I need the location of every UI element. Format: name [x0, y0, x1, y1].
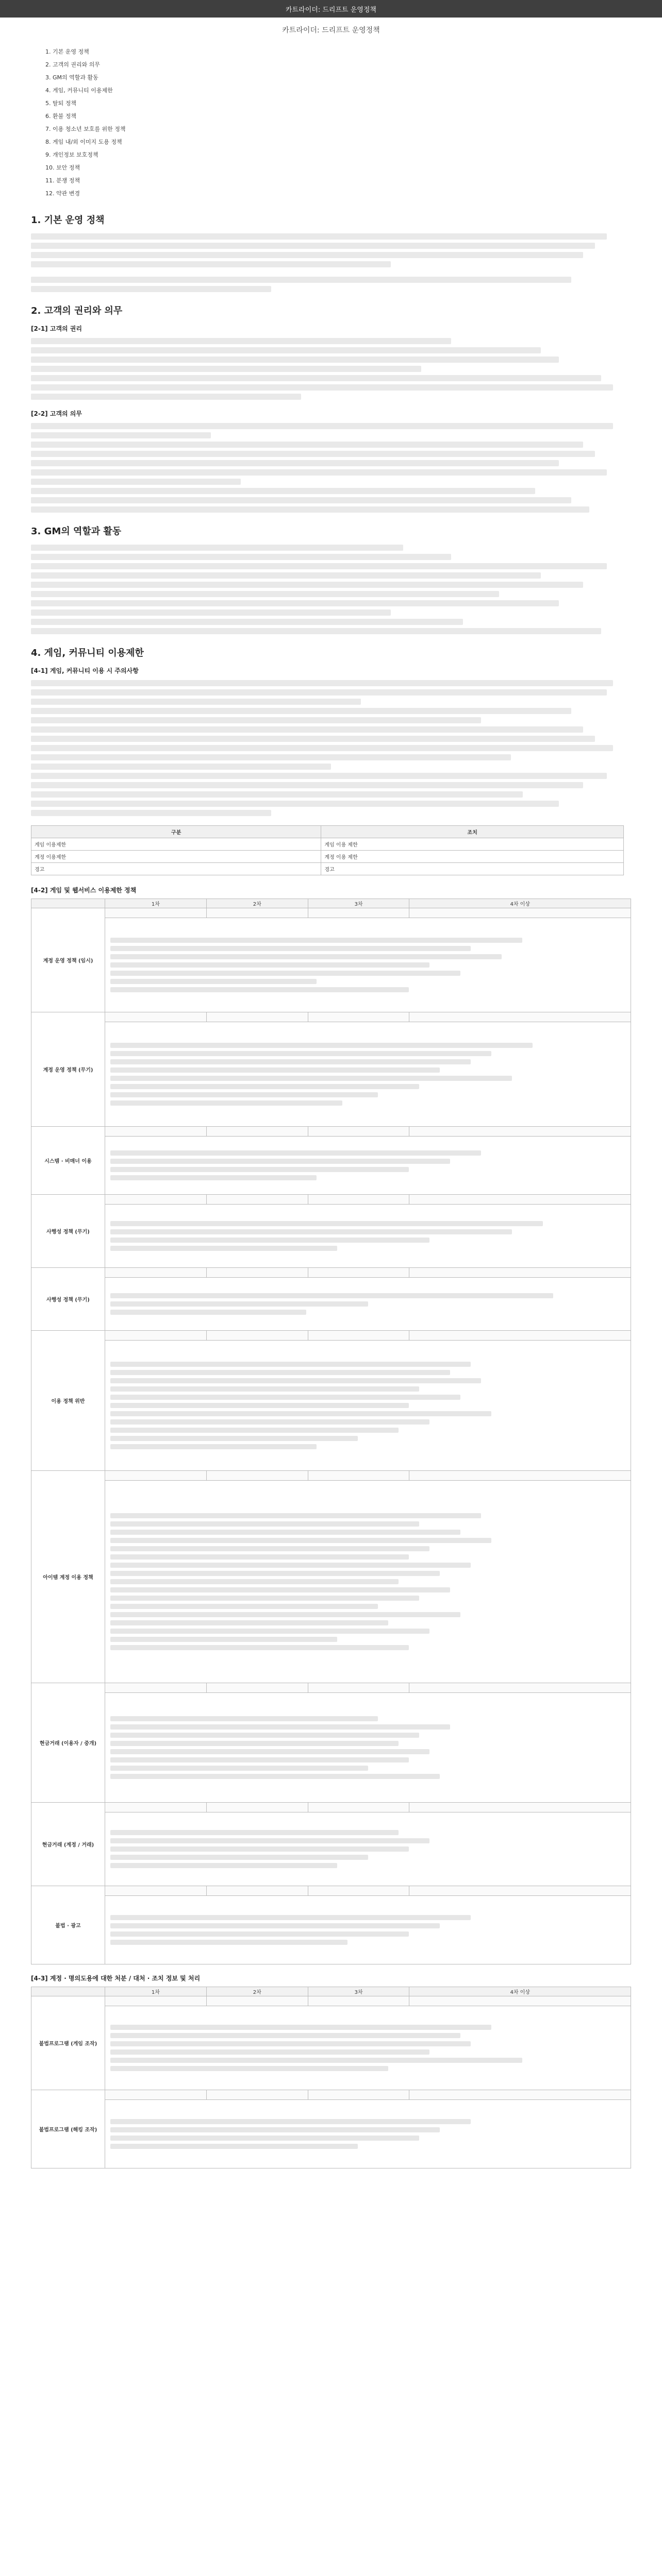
- table-cell: 계정 이용 제한: [321, 851, 624, 863]
- section-heading: 2. 고객의 권리와 의무: [31, 306, 123, 316]
- penalty-table: [31, 899, 631, 1964]
- table-header: 2차: [206, 899, 308, 908]
- table-cell: 경고: [31, 863, 321, 875]
- restriction-summary-table: [31, 825, 624, 875]
- penalty-cell: [105, 908, 207, 918]
- table-header: 4차 이상: [409, 1987, 631, 1996]
- table-header: [31, 1987, 105, 1996]
- toc-item[interactable]: 11. 분쟁 정책: [45, 177, 80, 184]
- penalty-row-label: 현금거래 (이용자 / 중개): [31, 1683, 105, 1803]
- penalty-cell: [308, 908, 409, 918]
- section-heading: 4. 게임, 커뮤니티 이용제한: [31, 648, 144, 658]
- penalty-cell: [409, 2090, 631, 2100]
- penalty-cell: [105, 1127, 207, 1137]
- section-body: [31, 338, 631, 400]
- penalty-cell: [308, 1996, 409, 2006]
- penalty-cell: [105, 1886, 207, 1896]
- penalty-row-label: 사행성 정책 (무기): [31, 1268, 105, 1331]
- penalty-cell: [206, 1996, 308, 2006]
- penalty-cell: [105, 1195, 207, 1205]
- penalty-cell: [206, 1803, 308, 1812]
- penalty-cell: [105, 1331, 207, 1341]
- section-body: [31, 277, 631, 292]
- penalty-row-label: 계정 운영 정책 (무기): [31, 1012, 105, 1127]
- toc-item[interactable]: 2. 고객의 권리와 의무: [45, 61, 100, 68]
- penalty-cell: [409, 1012, 631, 1022]
- penalty-cell: [409, 1268, 631, 1278]
- toc-item[interactable]: 1. 기본 운영 정책: [45, 48, 89, 55]
- penalty-cell: [308, 1683, 409, 1693]
- subsection-heading: [2-1] 고객의 권리: [31, 325, 82, 332]
- penalty-cell: [409, 1683, 631, 1693]
- penalty-cell: [409, 1195, 631, 1205]
- penalty-cell: [206, 1268, 308, 1278]
- penalty-cell: [409, 1886, 631, 1896]
- page-title: 카트라이더: 드리프트 운영정책: [282, 26, 380, 35]
- penalty-cell: [308, 1127, 409, 1137]
- penalty-cell: [206, 1127, 308, 1137]
- penalty-cell: [105, 1012, 207, 1022]
- penalty-description: [105, 1693, 631, 1803]
- penalty-cell: [308, 1471, 409, 1481]
- subsection-heading: [4-2] 게임 및 웹서비스 이용제한 정책: [31, 887, 137, 894]
- table-header: 조치: [321, 826, 624, 838]
- penalty-cell: [409, 1331, 631, 1341]
- penalty-cell: [206, 2090, 308, 2100]
- penalty-row-label: 이용 정책 위반: [31, 1331, 105, 1471]
- toc-item[interactable]: 3. GM의 역할과 활동: [45, 74, 98, 81]
- penalty-cell: [105, 1996, 207, 2006]
- subsection-heading: [2-2] 고객의 의무: [31, 410, 82, 417]
- penalty-description: [105, 2006, 631, 2090]
- table-cell: 계정 이용제한: [31, 851, 321, 863]
- penalty-description: [105, 1341, 631, 1471]
- penalty-description: [105, 1022, 631, 1127]
- penalty-description: [105, 1896, 631, 1964]
- table-header: 4차 이상: [409, 899, 631, 908]
- toc-item[interactable]: 6. 환불 정책: [45, 113, 76, 120]
- table-cell: 게임 이용제한: [31, 838, 321, 851]
- penalty-description: [105, 1812, 631, 1886]
- penalty-cell: [105, 1803, 207, 1812]
- toc-item[interactable]: 5. 탈퇴 정책: [45, 100, 76, 107]
- toc-item[interactable]: 8. 게임 내/외 이미지 도용 정책: [45, 139, 122, 145]
- toc-item[interactable]: 10. 보안 정책: [45, 164, 80, 171]
- penalty-row-label: 불법 · 광고: [31, 1886, 105, 1964]
- table-cell: 게임 이용 제한: [321, 838, 624, 851]
- app-title: 카트라이더: 드리프트 운영정책: [286, 6, 376, 14]
- penalty-row-label: 계정 운영 정책 (임시): [31, 908, 105, 1012]
- illegal-program-table: [31, 1987, 631, 2168]
- penalty-cell: [308, 1268, 409, 1278]
- penalty-row-label: 아이템 계정 이용 정책: [31, 1471, 105, 1683]
- penalty-row-label: 사행성 정책 (무기): [31, 1195, 105, 1268]
- penalty-description: [105, 2100, 631, 2168]
- table-header: [31, 899, 105, 908]
- penalty-cell: [105, 2090, 207, 2100]
- penalty-row-label: 불법프로그램 (게임 조작): [31, 1996, 105, 2090]
- penalty-description: [105, 1205, 631, 1268]
- penalty-description: [105, 1137, 631, 1195]
- penalty-cell: [206, 1886, 308, 1896]
- section-heading: 3. GM의 역할과 활동: [31, 526, 122, 537]
- section-body: [31, 233, 631, 267]
- subsection-heading: [4-3] 계정 · 명의도용에 대한 처분 / 대처 · 조치 정보 및 처리: [31, 1975, 201, 1982]
- table-cell: 경고: [321, 863, 624, 875]
- penalty-cell: [206, 908, 308, 918]
- penalty-description: [105, 918, 631, 1012]
- penalty-cell: [206, 1471, 308, 1481]
- table-header: 1차: [105, 899, 207, 908]
- penalty-cell: [409, 1996, 631, 2006]
- table-header: 3차: [308, 1987, 409, 1996]
- toc-item[interactable]: 4. 게임, 커뮤니티 이용제한: [45, 87, 113, 94]
- penalty-cell: [206, 1331, 308, 1341]
- toc-item[interactable]: 9. 개인정보 보호정책: [45, 151, 98, 158]
- section-body: [31, 680, 631, 816]
- table-of-contents: [45, 47, 631, 197]
- penalty-cell: [206, 1195, 308, 1205]
- table-header: 3차: [308, 899, 409, 908]
- penalty-cell: [105, 1471, 207, 1481]
- table-header: 1차: [105, 1987, 207, 1996]
- table-header: 2차: [206, 1987, 308, 1996]
- penalty-cell: [308, 2090, 409, 2100]
- penalty-cell: [409, 1803, 631, 1812]
- penalty-description: [105, 1481, 631, 1683]
- penalty-cell: [308, 1012, 409, 1022]
- toc-item[interactable]: 7. 이용 청소년 보호를 위한 정책: [45, 126, 126, 132]
- penalty-cell: [206, 1012, 308, 1022]
- penalty-row-label: 불법프로그램 (해킹 조작): [31, 2090, 105, 2168]
- penalty-cell: [308, 1886, 409, 1896]
- subsection-heading: [4-1] 게임, 커뮤니티 이용 시 주의사항: [31, 667, 139, 674]
- penalty-row-label: 시스템 · 비매너 이용: [31, 1127, 105, 1195]
- section-heading: 1. 기본 운영 정책: [31, 215, 105, 226]
- penalty-cell: [409, 908, 631, 918]
- penalty-row-label: 현금거래 (계정 / 거래): [31, 1803, 105, 1886]
- penalty-description: [105, 1278, 631, 1331]
- table-header: 구분: [31, 826, 321, 838]
- top-bar: [0, 0, 662, 18]
- section-body: [31, 545, 631, 634]
- penalty-cell: [308, 1195, 409, 1205]
- penalty-cell: [105, 1683, 207, 1693]
- penalty-cell: [409, 1127, 631, 1137]
- penalty-cell: [105, 1268, 207, 1278]
- section-body: [31, 423, 631, 513]
- penalty-cell: [409, 1471, 631, 1481]
- penalty-cell: [308, 1331, 409, 1341]
- toc-item[interactable]: 12. 약관 변경: [45, 190, 80, 197]
- penalty-cell: [308, 1803, 409, 1812]
- penalty-cell: [206, 1683, 308, 1693]
